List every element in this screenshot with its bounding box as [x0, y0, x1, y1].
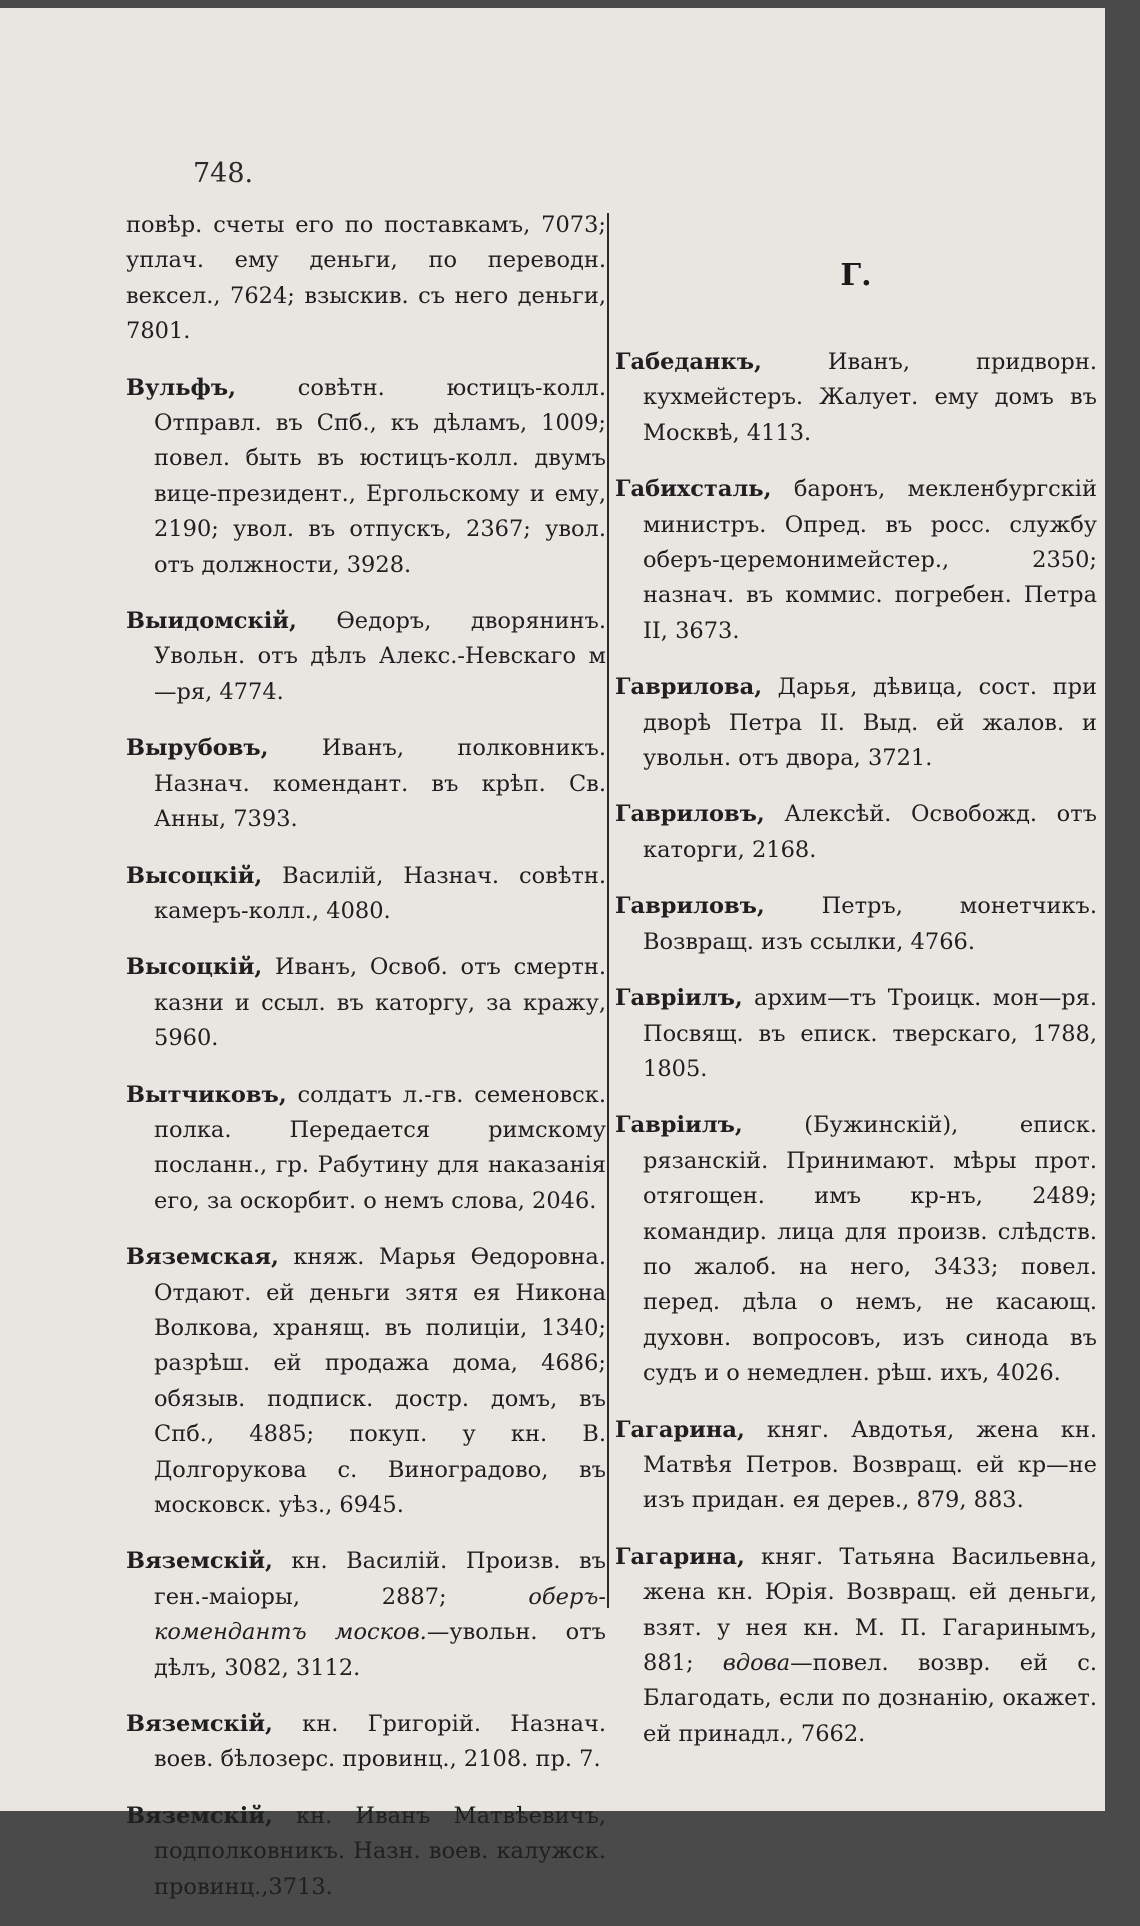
index-entry	[615, 889, 1097, 960]
index-entry	[126, 859, 606, 930]
entry-headword: Высоцкій,	[126, 862, 263, 889]
index-entry	[615, 472, 1097, 649]
entry-headword: Высоцкій,	[126, 954, 263, 981]
entry-text: кн. Василій. Произв. въ ген.-маіоры, 2887;	[154, 1548, 606, 1610]
entry-headword: Гагарина,	[615, 1543, 745, 1570]
entry-headword: Вырубовъ,	[126, 735, 269, 762]
index-entry	[615, 670, 1097, 776]
index-entry	[126, 208, 606, 350]
index-entry	[615, 1413, 1097, 1519]
index-entry	[615, 345, 1097, 451]
entry-italic: оберъ-комендантъ москов.	[154, 1583, 606, 1646]
entry-text: кн. Иванъ Матвѣевичъ, подполковникъ. Назн. воев. калужск. провинц.,3713.	[154, 1802, 606, 1900]
entry-text: совѣтн. юстицъ-колл. Отправл. въ Спб., къ дѣламъ, 1009; повел. быть въ юстицъ-колл. двумъ вице-президент., Ергольскому и ему, 2190; увол. въ отпускъ, 2367; увол. отъ должности, 3928.	[154, 374, 606, 578]
entry-headword: Гавріилъ,	[615, 985, 743, 1012]
left-column	[126, 208, 606, 1926]
index-entry	[126, 604, 606, 710]
entry-tail: —повел. возвр. ей с. Благодать, если по дознанію, окажет. ей принадл., 7662.	[643, 1650, 1097, 1747]
index-entry	[615, 981, 1097, 1087]
index-entry	[126, 1240, 606, 1523]
entry-headword: Гавриловъ,	[615, 801, 765, 828]
entry-headword: Выидомскій,	[126, 608, 297, 635]
entry-text: княж. Марья Ѳедоровна. Отдают. ей деньги зятя ея Никона Волкова, хранящ. въ полиціи, 1340; разрѣш. ей продажа дома, 4686; обязыв. подписк. достр. домъ, въ Спб., 4885; покуп. у кн. В. Долгорукова с. Виноградово, въ московск. уѣз., 6945.	[154, 1244, 606, 1518]
entry-headword: Габихсталь,	[615, 476, 772, 503]
index-entry	[126, 371, 606, 583]
entry-text: Иванъ, Освоб. отъ смертн. казни и ссыл. въ каторгу, за кражу, 5960.	[154, 954, 606, 1052]
book-page	[0, 8, 1105, 1900]
entry-text: повѣр. счеты его по поставкамъ, 7073; уплач. ему деньги, по переводн. вексел., 7624; взыскив. съ него деньги, 7801.	[126, 212, 606, 345]
index-entry	[615, 1108, 1097, 1391]
entry-text: кн. Григорій. Назнач. воев. бѣлозерс. провинц., 2108. пр. 7.	[154, 1711, 606, 1773]
entry-headword: Вяземская,	[126, 1244, 279, 1271]
section-letter: Г.	[840, 258, 872, 293]
index-entry	[615, 797, 1097, 868]
entry-italic: вдова	[722, 1650, 791, 1676]
entry-text: Иванъ, полковникъ. Назнач. комендант. въ крѣп. Св. Анны, 7393.	[154, 735, 606, 833]
entry-text: Дарья, дѣвица, сост. при дворѣ Петра II. Выд. ей жалов. и увольн. отъ двора, 3721.	[643, 674, 1097, 772]
entry-tail: —увольн. отъ дѣлъ, 3082, 3112.	[154, 1619, 606, 1681]
entry-text: Ѳедоръ, дворянинъ. Увольн. отъ дѣлъ Алекс.-Невскаго м—ря, 4774.	[154, 608, 606, 705]
entry-text: Василій, Назнач. совѣтн. камеръ-колл., 4080.	[154, 862, 606, 924]
right-column	[615, 258, 1097, 1773]
index-entry	[126, 950, 606, 1056]
entry-headword: Гагарина,	[615, 1416, 745, 1443]
entry-headword: Габеданкъ,	[615, 349, 762, 375]
index-entry	[615, 1540, 1097, 1752]
entry-headword: Вяземскій,	[126, 1802, 273, 1829]
index-entry	[126, 731, 606, 837]
entry-text: Иванъ, придворн. кухмейстеръ. Жалует. ему домъ въ Москвѣ, 4113.	[643, 349, 1097, 446]
entry-text: солдатъ л.-гв. семеновск. полка. Передается римскому посланн., гр. Рабутину для наказанія его, за оскорбит. о немъ слова, 2046.	[154, 1081, 606, 1214]
entry-headword: Вытчиковъ,	[126, 1081, 287, 1108]
entry-text: (Бужинскій), еписк. рязанскій. Принимают. мѣры прот. отягощен. имъ кр-нъ, 2489; командир. лица для произв. слѣдств. по жалоб. на него, 3433; повел. перед. дѣла о немъ, не касающ. духовн. вопросовъ, изъ синода въ судъ и о немедлен. рѣш. ихъ, 4026.	[643, 1112, 1097, 1387]
entry-headword: Вяземскій,	[126, 1711, 273, 1738]
index-entry	[126, 1799, 606, 1905]
entry-text: княг. Авдотья, жена кн. Матвѣя Петров. Возвращ. ей кр—не изъ придан. ея дерев., 879, 883.	[643, 1416, 1097, 1514]
entry-text: баронъ, мекленбургскій министръ. Опред. въ росс. службу оберъ-церемонимейстер., 2350; назнач. въ коммис. погребен. Петра II, 3673.	[643, 476, 1097, 644]
index-entry	[126, 1078, 606, 1220]
index-entry	[126, 1544, 606, 1686]
entry-headword: Вяземскій,	[126, 1548, 273, 1575]
index-entry	[126, 1707, 606, 1778]
entry-headword: Гавріилъ,	[615, 1112, 743, 1139]
entry-text: Петръ, монетчикъ. Возвращ. изъ ссылки, 4766.	[643, 893, 1097, 955]
entry-headword: Гаврилова,	[615, 674, 763, 701]
page-number: 748.	[193, 158, 254, 189]
entry-text: княг. Татьяна Васильевна, жена кн. Юрія. Возвращ. ей деньги, взят. у нея кн. М. П. Гагаринымъ, 881;	[643, 1543, 1097, 1676]
column-divider	[607, 213, 609, 1608]
entry-headword: Гавриловъ,	[615, 893, 765, 920]
entry-text: архим—тъ Троицк. мон—ря. Посвящ. въ еписк. тверскаго, 1788, 1805.	[643, 985, 1097, 1082]
entry-text: Алексѣй. Освобожд. отъ каторги, 2168.	[643, 801, 1097, 863]
entry-headword: Вульфъ,	[126, 374, 236, 401]
